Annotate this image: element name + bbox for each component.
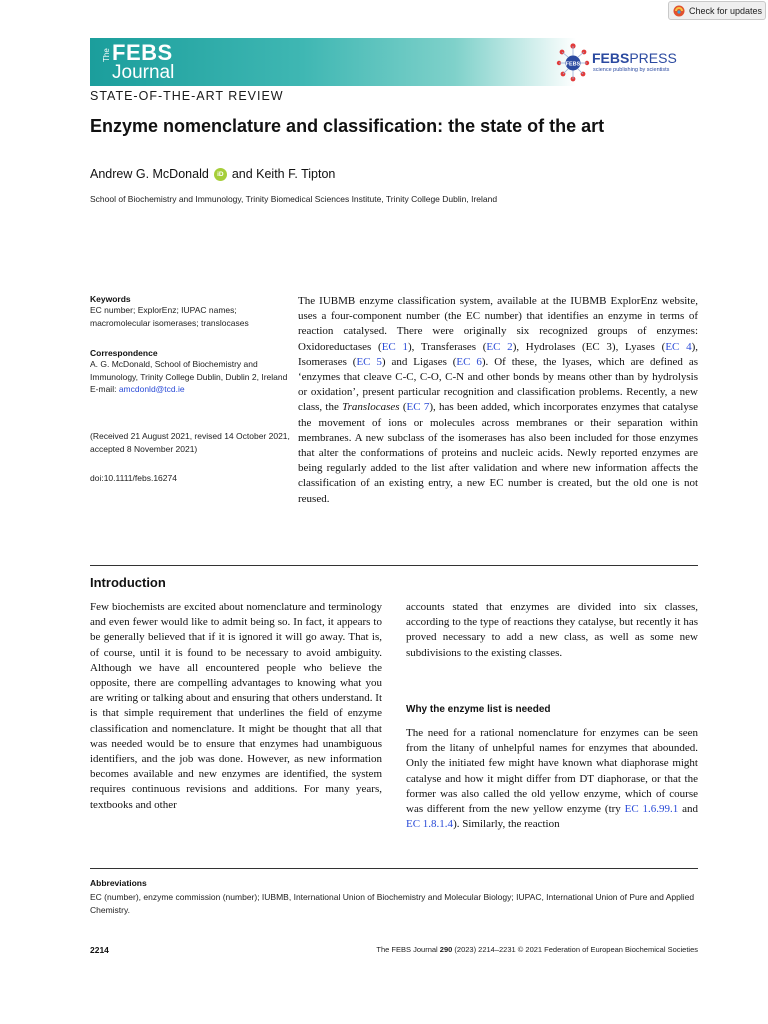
abstract-text: ), Transferases ( [407, 340, 487, 353]
abstract-text: The IUBMB enzyme classification system, available at the IUBMB ExplorEnz website, uses a four-component number (the EC number) that identifies an enzyme in terms of reaction catalysed. There were originally six recognized groups of enzymes: Oxidoreductases ( [298, 295, 698, 353]
body-text: and [678, 803, 698, 816]
febs-press-emblem-icon [556, 42, 590, 82]
ec-link[interactable]: EC 1.8.1.4 [406, 818, 454, 831]
introduction-paragraph: accounts stated that enzymes are divided into six classes, according to the type of reactions they catalyse, but recently it has proved necessary to add a new class, as well as some new subdivisions to the existing classes. [406, 601, 698, 659]
article-title: Enzyme nomenclature and classification: the state of the art [90, 116, 605, 136]
affiliation: School of Biochemistry and Immunology, Trinity Biomedical Sciences Institute, Trinity College Dublin, Ireland [90, 194, 498, 204]
article-type-label: STATE-OF-THE-ART REVIEW [90, 89, 284, 103]
footer-journal: The FEBS Journal [376, 945, 440, 954]
abstract-text: ) and Ligases ( [381, 355, 457, 368]
check-for-updates-button[interactable] [668, 1, 766, 20]
correspondence-address: A. G. McDonald, School of Biochemistry and Immunology, Trinity College Dublin, Dublin 2, Ireland [90, 359, 288, 382]
ec-link[interactable]: EC 7 [406, 401, 430, 414]
logo-the: The [102, 48, 111, 62]
author-name: Andrew G. McDonald [90, 167, 209, 181]
email-link[interactable]: amcdonld@tcd.ie [118, 384, 185, 394]
correspondence-heading: Correspondence [90, 348, 158, 358]
footer-volume: 290 [439, 945, 453, 954]
introduction-paragraph: Few biochemists are excited about nomenclature and terminology and even fewer would like to admit being so. In fact, it appears to be generally believed that if it is ignored it will go away. That is, of course, until it is found to be necessary to avoid ambiguity. Although we have all encountered people who believe the opposite, there are compelling advantages to knowing what you are writing or talking about and ensuring that others understand. It is that simple requirement that underlines the field of enzyme classification and nomenclature. It might be thought that all that was needed would be to ensure that enzymes had unambiguous identifiers, and the job was done. However, as new information becomes available and new enzymes are identified, the system requires continuous revisions and additions. For many years, textbooks and other [90, 601, 382, 811]
press-tagline: science publishing by scientists [593, 67, 670, 73]
abstract [298, 294, 698, 507]
doi: doi:10.1111/febs.16274 [90, 473, 177, 483]
section-divider [90, 565, 698, 566]
subsection-paragraph [406, 726, 698, 832]
abstract-italic-term: Translocases [342, 401, 400, 414]
body-text: The need for a rational nomenclature for enzymes can be seen from the litany of unhelpful names for enzymes that abounded. Only the initiated few might have known what diaphorase might catalyse and how it might differ from DT diaphorase, or that the former was also called the old yellow enzyme, which of course was different from the new yellow enzyme (try [406, 727, 698, 816]
author-name: and Keith F. Tipton [231, 167, 336, 181]
press-emblem-text: FEBS [565, 61, 581, 68]
press-name [592, 50, 677, 66]
footer-citation [340, 945, 698, 954]
keywords-section [90, 294, 290, 329]
abbreviations-heading: Abbreviations [90, 878, 147, 888]
footnote-divider [90, 868, 698, 869]
check-updates-icon [673, 5, 685, 17]
press-name-bold: FEBS [592, 50, 630, 66]
abstract-text: ), Hydrolases (EC 3), Lyases ( [512, 340, 666, 353]
body-text: ). Similarly, the reaction [453, 818, 560, 831]
logo-journal: Journal [112, 62, 175, 83]
abbreviations-text: EC (number), enzyme commission (number); IUBMB, International Union of Biochemistry and Molecular Biology; IUPAC, International Union of Pure and Applied Chemistry. [90, 892, 695, 915]
page-number: 2214 [90, 945, 109, 955]
received-dates: (Received 21 August 2021, revised 14 October 2021, accepted 8 November 2021) [90, 431, 290, 454]
abstract-text: ), has been added, which incorporates enzymes that catalyse the movement of ions or molecules across membranes or their separation within membranes. A new subclass of the isomerases has also been included for those enzymes that alter the conformations of proteins and nucleic acids. Newly reported enzymes are being regularly added to the list after validation and where new information affects the classification of an existing entry, a new EC number is created, but the old one is not reused. [298, 401, 698, 505]
ec-link[interactable]: EC 2 [486, 340, 513, 353]
email-label: E-mail: [90, 384, 119, 394]
correspondence-text [90, 358, 290, 396]
keywords-text: EC number; ExplorEnz; IUPAC names; macromolecular isomerases; translocases [90, 305, 249, 328]
ec-link[interactable]: EC 1.6.99.1 [624, 803, 679, 816]
febs-press-logo [556, 42, 696, 82]
author-list [90, 167, 335, 181]
ec-link[interactable]: EC 4 [665, 340, 692, 353]
introduction-heading: Introduction [90, 575, 166, 590]
abstract-text: ). Of these, the lyases, which are defined as ‘enzymes that cleave C-C, C-O, C-N and other bonds by means other than by hydrolysis or oxidation’, present particular recognition and classification problems. Recently, a new class, the [298, 355, 698, 414]
logo-febs: FEBS [112, 40, 173, 65]
ec-link[interactable]: EC 5 [356, 355, 382, 368]
footer-copyright: (2023) 2214–2231 © 2021 Federation of European Biochemical Societies [452, 945, 698, 954]
check-updates-label: Check for updates [689, 5, 763, 16]
ec-link[interactable]: EC 1 [381, 340, 408, 353]
correspondence-section [90, 348, 290, 396]
orcid-icon[interactable]: iD [214, 168, 227, 181]
subsection-heading: Why the enzyme list is needed [406, 704, 551, 715]
keywords-heading: Keywords [90, 294, 131, 304]
abstract-text: ( [399, 401, 407, 414]
press-name-accent: PRESS [629, 50, 677, 66]
abstract-text: ), Isomerases ( [298, 340, 699, 368]
ec-link[interactable]: EC 6 [456, 355, 482, 368]
